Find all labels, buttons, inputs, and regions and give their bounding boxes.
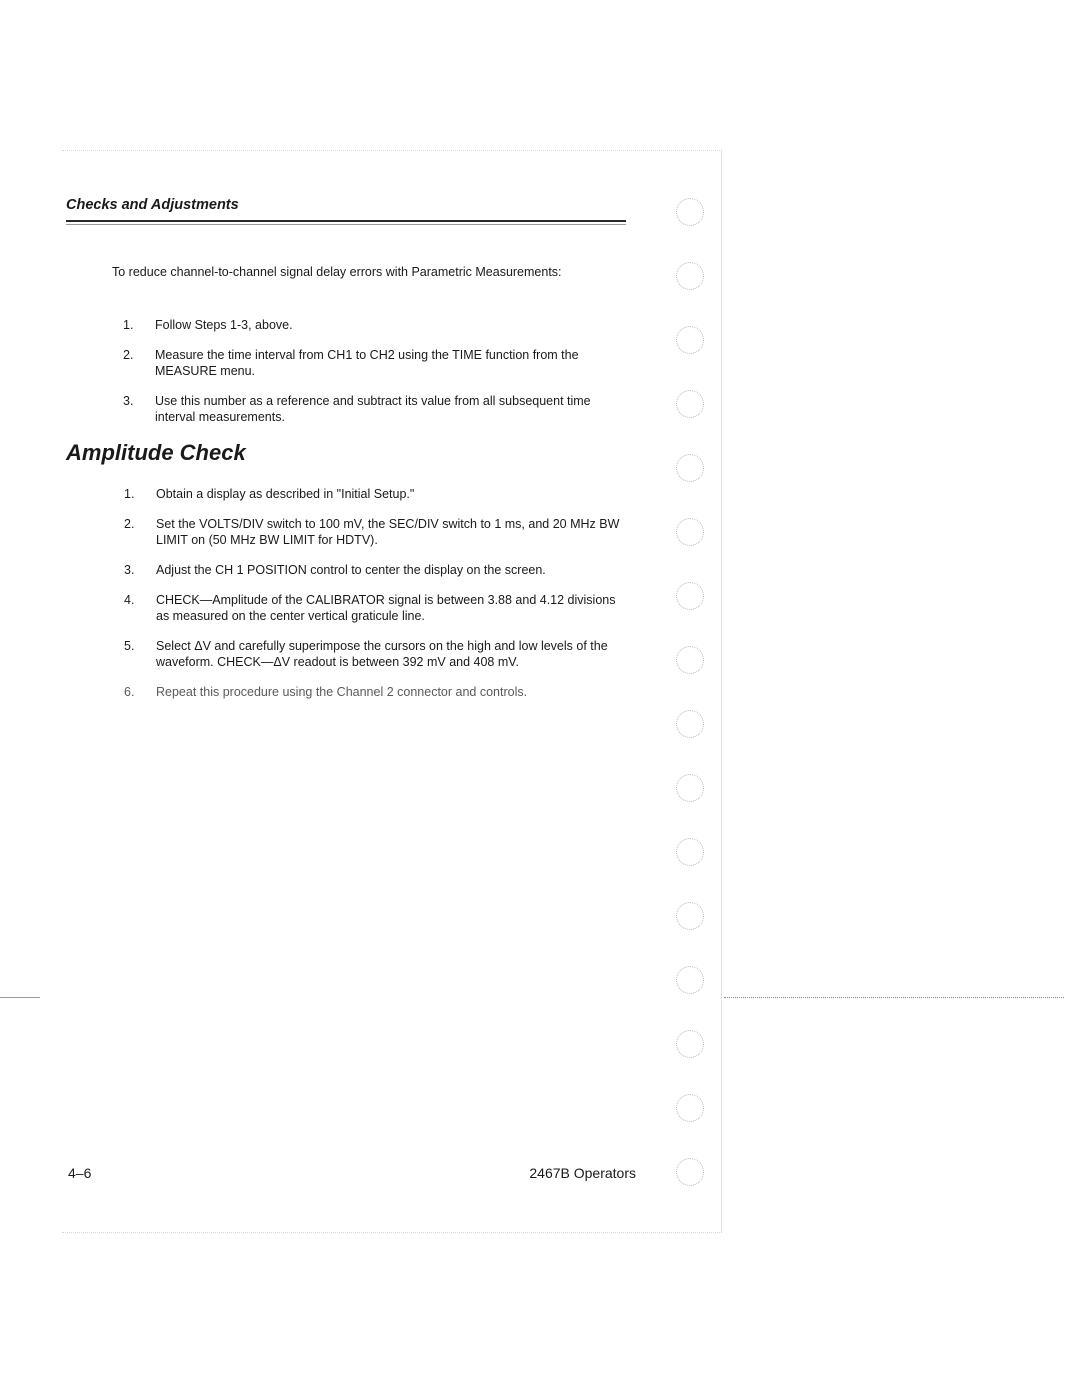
binder-hole-icon [676,1030,704,1058]
step-number: 1. [124,487,135,501]
binder-hole-icon [676,582,704,610]
header-rule [66,220,626,222]
step-text: Follow Steps 1-3, above. [155,318,293,332]
list-item [123,317,623,333]
step-number: 2. [124,517,135,531]
binder-hole-icon [676,198,704,226]
list-item [124,638,624,670]
list-item [123,347,623,379]
step-text: Use this number as a reference and subtract its value from all subsequent time interval measurements. [155,394,591,424]
manual-name: 2467B Operators [529,1165,636,1181]
binder-hole-icon [676,326,704,354]
step-number: 1. [123,318,134,332]
list-item [124,516,624,548]
step-text: Repeat this procedure using the Channel 2 connector and controls. [156,685,528,699]
running-header: Checks and Adjustments [66,197,239,213]
binder-hole-icon [676,902,704,930]
list-item [124,486,624,502]
scan-border-top [62,150,722,151]
binder-hole-icon [676,710,704,738]
list-item [124,684,624,700]
page-number: 4–6 [68,1165,92,1181]
step-text: Obtain a display as described in "Initial Setup." [156,487,415,501]
section-title: Amplitude Check [66,440,246,465]
delay-steps [123,317,623,439]
binder-hole-icon [676,262,704,290]
header-rule-thin [66,224,626,225]
list-item [124,562,624,578]
binder-hole-icon [676,838,704,866]
step-number: 3. [123,394,134,408]
step-number: 2. [123,348,134,362]
step-text: Set the VOLTS/DIV switch to 100 mV, the SEC/DIV switch to 1 ms, and 20 MHz BW LIMIT on (50 MHz BW LIMIT for HDTV). [156,517,620,547]
binder-hole-icon [676,966,704,994]
scan-mark-left [0,997,40,998]
step-number: 4. [124,593,135,607]
binder-hole-icon [676,646,704,674]
binder-hole-icon [676,454,704,482]
step-number: 6. [124,685,135,699]
binder-hole-icon [676,1094,704,1122]
step-text: Select ΔV and carefully superimpose the cursors on the high and low levels of the waveform. CHECK—ΔV readout is between 392 mV and 408 mV. [156,639,608,669]
step-text: Measure the time interval from CH1 to CH2 using the TIME function from the MEASURE menu. [155,348,579,378]
step-number: 3. [124,563,135,577]
scan-border-right [721,150,722,1232]
step-text: Adjust the CH 1 POSITION control to center the display on the screen. [156,563,546,577]
intro-paragraph: To reduce channel-to-channel signal delay errors with Parametric Measurements: [112,265,562,279]
step-text: CHECK—Amplitude of the CALIBRATOR signal is between 3.88 and 4.12 divisions as measured on the center vertical graticule line. [156,593,616,623]
step-number: 5. [124,639,135,653]
binder-hole-icon [676,518,704,546]
binder-hole-icon [676,774,704,802]
list-item [124,592,624,624]
binder-hole-icon [676,390,704,418]
list-item [123,393,623,425]
scan-mark-right [724,997,1064,998]
binder-hole-icon [676,1158,704,1186]
amplitude-steps [124,486,624,714]
scan-border-bottom [62,1232,722,1233]
